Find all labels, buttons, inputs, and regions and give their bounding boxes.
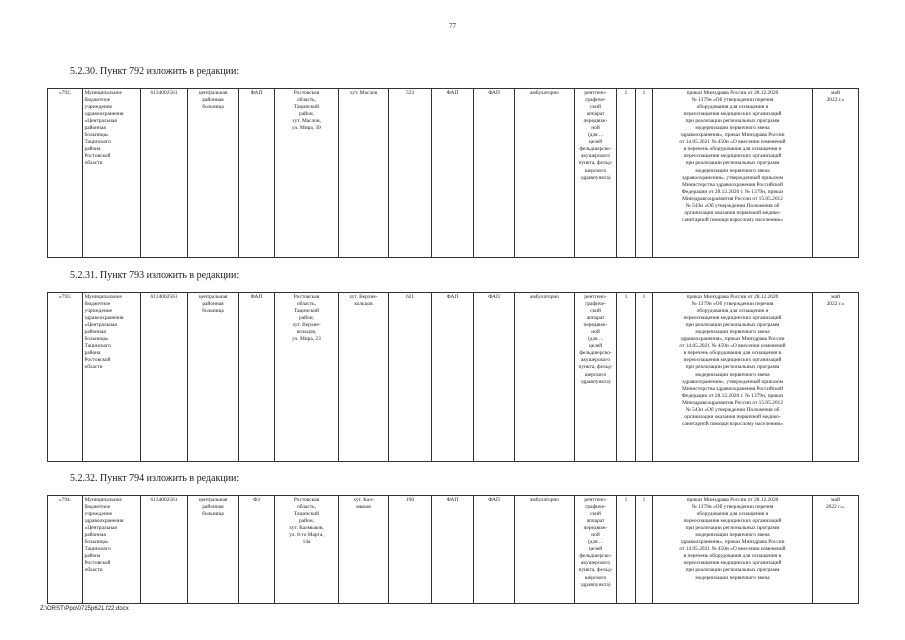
facility-type-planned: ФАП bbox=[474, 293, 515, 462]
quantity: 1 bbox=[617, 89, 636, 258]
facility-type-planned: ФАП bbox=[474, 496, 515, 604]
unit-type: ФАП bbox=[239, 89, 275, 258]
address: Ростовская область, Тацинский район, хут. Маслов, ул. Мира, 39 bbox=[275, 89, 339, 258]
population: 533 bbox=[389, 89, 432, 258]
equipment-name: рентгено- графиче- ский аппарат передвиж- ной (для ... целей фельдшерско- акушерского пункта, фельд- шерского здравпункта) bbox=[575, 496, 617, 604]
care-condition: амбулаторно bbox=[515, 89, 575, 258]
row-number: «793. bbox=[48, 293, 83, 462]
address: Ростовская область, Тацинский район, хут. Калмыков, ул. 8-го Марта, 14а bbox=[275, 496, 339, 604]
facility-type: ФАП bbox=[432, 496, 474, 604]
hospital-type: центральная районная больница bbox=[188, 293, 239, 462]
institution-name: Муниципальное бюджетное учреждение здравоохранения «Центральная районная больница» Тацинского района Ростовской области bbox=[83, 89, 141, 258]
inn-code: 6134002561 bbox=[141, 293, 188, 462]
legal-basis: приказ Минздрава России от 28.12.2020 № 1379н «Об утверждении перечня оборудования для оснащения и переоснащения медицинских организаций при реализации региональных программ модернизации первичного звена здравоохранения», приказ Минздрава России от 14.05.2021 № 450н «О внесении изменений в перечень оборудования для оснащения и переоснащения медицинских организаций при реализации региональных программ модернизации первичного звена здравоохранения», утвержденный приказом Министерства здравоохранения Российской Федерации от 28.12.2020 г. № 1379н, приказ Минздравсоцразвития России от 15.05.2012 № 543н «Об утверждении Положения об организации оказания первичной медико- санитарной помощи взрослому населению» bbox=[653, 89, 813, 258]
legal-basis: приказ Минздрава России от 28.12.2020 № 1379н «Об утверждении перечня оборудования для оснащения и переоснащения медицинских организаций при реализации региональных программ модернизации первичного звена здравоохранения», приказ Минздрава России от 14.05.2021 № 450н «О внесении изменений в перечень оборудования для оснащения и переоснащения медицинских организаций при реализации региональных программ модернизации первичного звена здравоохранения», утвержденный приказом Министерства здравоохранения Российской Федерации от 28.12.2020 г. № 1379н, приказ Минздравсоцразвития России от 15.05.2012 № 543н «Об утверждении Положения об организации оказания первичной медико- санитарной помощи взрослому населению» bbox=[653, 293, 813, 462]
unit-type: ФЗ bbox=[239, 496, 275, 604]
facility-type-planned: ФАП bbox=[474, 89, 515, 258]
row-number: «794. bbox=[48, 496, 83, 604]
hospital-type: центральная районная больница bbox=[188, 89, 239, 258]
equipment-name: рентгено- графиче- ский аппарат передвиж- ной (для ... целей фельдшерско- акушерского пункта, фельд- шерского здравпункта) bbox=[575, 89, 617, 258]
page-number: 77 bbox=[449, 22, 456, 30]
regulation-table bbox=[47, 495, 859, 604]
file-path-footer: Z:\ORST\Ppo\0725p621.f22.docx bbox=[40, 606, 129, 612]
quantity-planned: 1 bbox=[636, 293, 653, 462]
quantity-planned: 1 bbox=[636, 496, 653, 604]
legal-basis: приказ Минздрава России от 28.12.2020 № 1379н «Об утверждении перечня оборудования для оснащения и переоснащения медицинских организаций при реализации региональных программ модернизации первичного звена здравоохранения», приказ Минздрава России от 14.05.2021 № 450н «О внесении изменений в перечень оборудования для оснащения и переоснащения медицинских организаций при реализации региональных программ модернизации первичного звена bbox=[653, 496, 813, 604]
settlement: хут. Верхне- кольцов bbox=[339, 293, 389, 462]
equipment-name: рентгено- графиче- ский аппарат передвиж- ной (для ... целей фельдшерско- акушерского пункта, фельд- шерского здравпункта) bbox=[575, 293, 617, 462]
term: май 2022 г.» bbox=[813, 293, 859, 462]
quantity: 1 bbox=[617, 496, 636, 604]
settlement: хут. Кал- мыков bbox=[339, 496, 389, 604]
facility-type: ФАП bbox=[432, 89, 474, 258]
population: 621 bbox=[389, 293, 432, 462]
settlement: хут. Маслов bbox=[339, 89, 389, 258]
table-row bbox=[48, 89, 859, 258]
term: май 2022 г.» bbox=[813, 89, 859, 258]
quantity: 1 bbox=[617, 293, 636, 462]
section-heading: 5.2.32. Пункт 794 изложить в редакции: bbox=[70, 473, 240, 484]
term: май 2022 г.». bbox=[813, 496, 859, 604]
address: Ростовская область, Тацинский район, хут. Верхне- кольцов, ул. Мира, 23 bbox=[275, 293, 339, 462]
hospital-type: центральная районная больница bbox=[188, 496, 239, 604]
regulation-table bbox=[47, 88, 859, 258]
unit-type: ФАП bbox=[239, 293, 275, 462]
population: 190 bbox=[389, 496, 432, 604]
inn-code: 6134002561 bbox=[141, 496, 188, 604]
table-row bbox=[48, 293, 859, 462]
care-condition: амбулаторно bbox=[515, 496, 575, 604]
institution-name: Муниципальное бюджетное учреждение здравоохранения «Центральная районная больница» Тацинского района Ростовской области bbox=[83, 496, 141, 604]
quantity-planned: 1 bbox=[636, 89, 653, 258]
institution-name: Муниципальное бюджетное учреждение здравоохранения «Центральная районная больница» Тацинского района Ростовской области bbox=[83, 293, 141, 462]
care-condition: амбулаторно bbox=[515, 293, 575, 462]
facility-type: ФАП bbox=[432, 293, 474, 462]
table-row bbox=[48, 496, 859, 604]
inn-code: 6134002561 bbox=[141, 89, 188, 258]
regulation-table bbox=[47, 292, 859, 462]
row-number: «792. bbox=[48, 89, 83, 258]
section-heading: 5.2.31. Пункт 793 изложить в редакции: bbox=[70, 270, 240, 281]
section-heading: 5.2.30. Пункт 792 изложить в редакции: bbox=[70, 66, 240, 77]
